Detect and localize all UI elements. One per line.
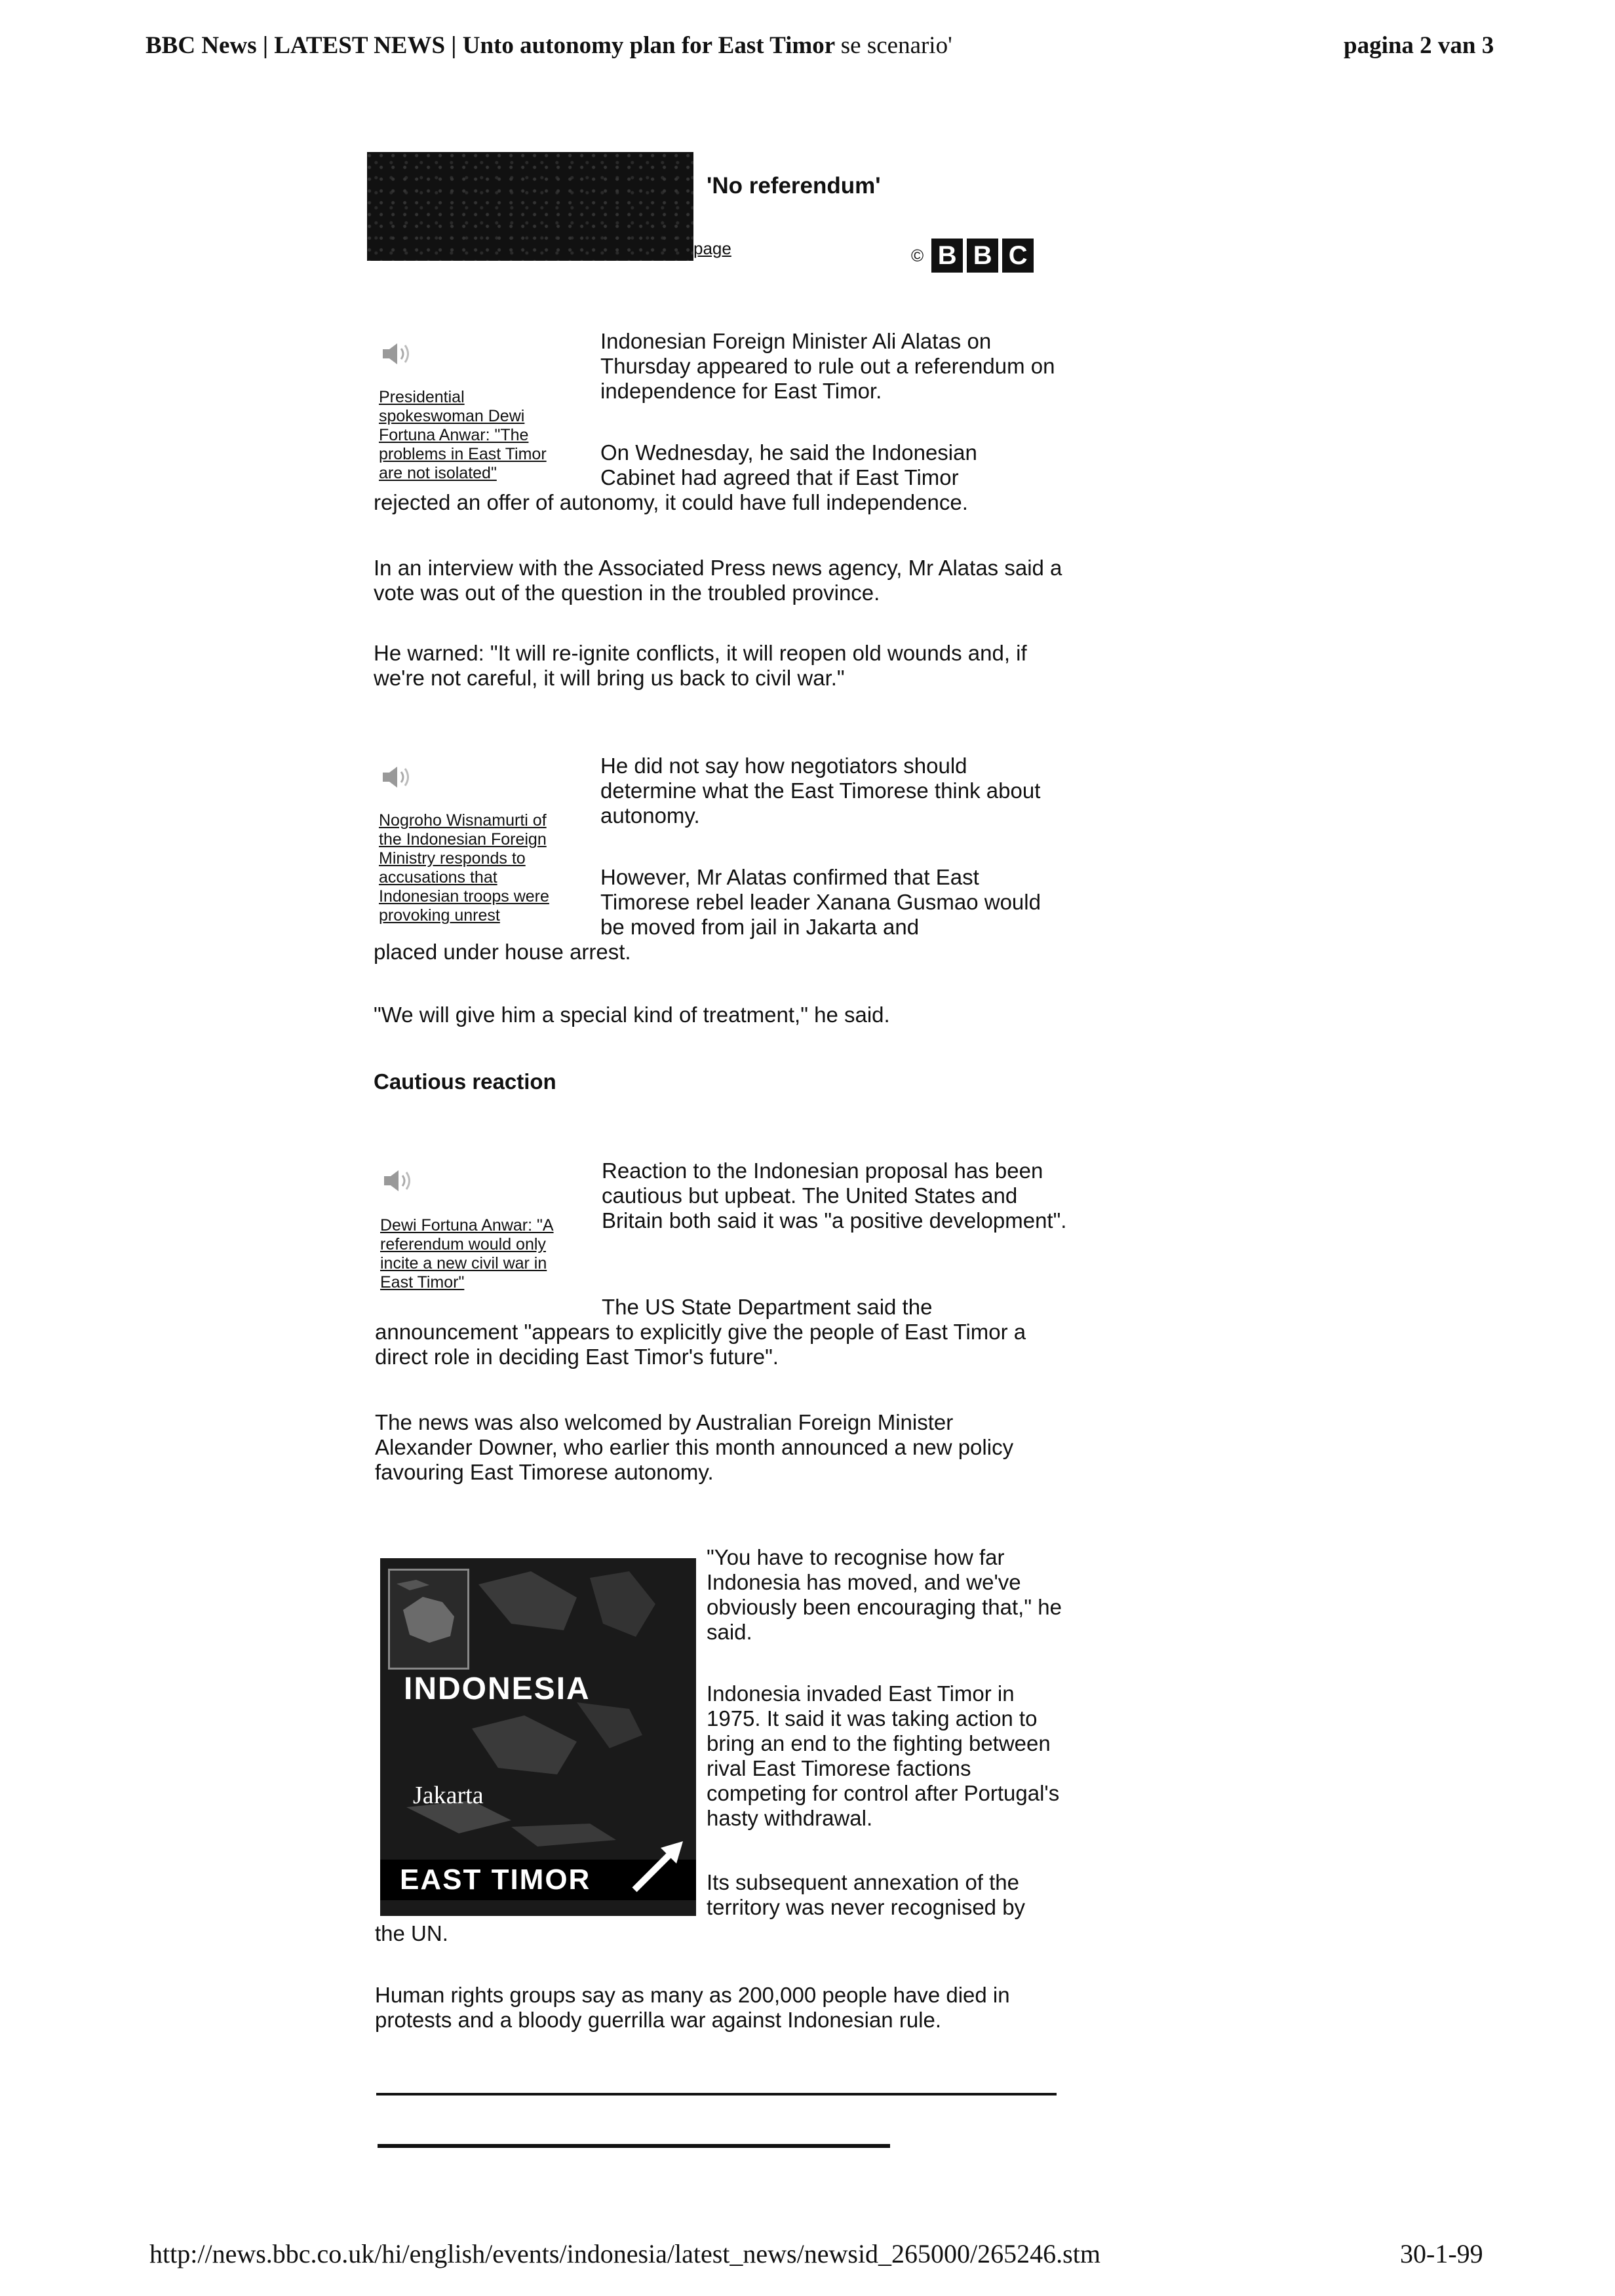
map-label-region-text: EAST TIMOR (400, 1864, 591, 1896)
map-label-country: INDONESIA (404, 1672, 591, 1706)
paragraph-continuation: rejected an offer of autonomy, it could have full independence. (374, 490, 968, 514)
article-heading: 'No referendum' (707, 173, 881, 199)
paragraph: He did not say how negotiators should determine what the East Timorese think about autonomy. (600, 754, 1041, 828)
paragraph-continuation: placed under house arrest. (374, 940, 631, 964)
paragraph: Reaction to the Indonesian proposal has been cautious but upbeat. The United States and Britain both said it was "a positive development". (602, 1158, 1067, 1233)
copyright-symbol: © (911, 245, 924, 265)
audio-speaker-icon[interactable] (380, 341, 414, 367)
audio-caption-link[interactable]: Nogroho Wisnamurti of the Indonesian Foreign Ministry responds to accusations that Indonesian troops were provoking unrest (379, 811, 549, 925)
horizontal-rule (376, 2093, 1057, 2095)
paragraph: In an interview with the Associated Press news agency, Mr Alatas said a vote was out of the question in the troubled province. (374, 556, 1062, 605)
footer-url: http://news.bbc.co.uk/hi/english/events/indonesia/latest_news/newsid_265000/265246.stm (149, 2239, 1100, 2268)
audio-caption-link[interactable]: Dewi Fortuna Anwar: "A referendum would only incite a new civil war in East Timor" (380, 1216, 554, 1292)
paragraph-continuation: the UN. (375, 1921, 448, 1945)
bbc-logo-letter-2: B (967, 239, 998, 273)
audio-speaker-icon[interactable] (380, 764, 414, 790)
paragraph: The US State Department said the (602, 1295, 933, 1319)
footer-date: 30-1-99 (1400, 2239, 1483, 2268)
print-header-title (146, 31, 952, 60)
paragraph: The news was also welcomed by Australian Foreign Minister Alexander Downer, who earlier this month announced a new policy favouring East Timorese autonomy. (375, 1410, 1014, 1484)
paragraph: Its subsequent annexation of the territory was never recognised by (707, 1870, 1026, 1919)
horizontal-rule (378, 2144, 890, 2148)
page-number: pagina 2 van 3 (1344, 32, 1494, 59)
arrow-icon (628, 1839, 687, 1898)
paragraph: "You have to recognise how far Indonesia has moved, and we've obviously been encouraging that," he said. (707, 1545, 1062, 1644)
page-link[interactable]: page (693, 239, 731, 258)
header-title-overlap: Unto autonomy plan for East Timor (462, 32, 835, 59)
paragraph: Indonesia invaded East Timor in 1975. It said it was taking action to bring an end to the fighting between rival East Timorese factions competing for control after Portugal's hasty withdrawal. (707, 1681, 1060, 1830)
paragraph: Human rights groups say as many as 200,000 people have died in protests and a bloody guerrilla war against Indonesian rule. (375, 1983, 1010, 2032)
redacted-banner-image (367, 152, 693, 261)
bbc-logo-letter-1: B (931, 239, 963, 273)
paragraph: However, Mr Alatas confirmed that East Timorese rebel leader Xanana Gusmao would be moved from jail in Jakarta and (600, 865, 1041, 939)
section-subheading: Cautious reaction (374, 1069, 556, 1094)
map-image (380, 1558, 696, 1916)
audio-speaker-icon[interactable] (381, 1168, 416, 1194)
paragraph: Indonesian Foreign Minister Ali Alatas on Thursday appeared to rule out a referendum on independence for East Timor. (600, 329, 1055, 403)
audio-caption-link[interactable]: Presidential spokeswoman Dewi Fortuna Anwar: "The problems in East Timor are not isolated" (379, 388, 547, 482)
paragraph: "We will give him a special kind of treatment," he said. (374, 1003, 890, 1027)
map-label-city: Jakarta (413, 1782, 484, 1809)
header-title-tail: se scenario' (840, 32, 952, 59)
paragraph: He warned: "It will re-ignite conflicts, it will reopen old wounds and, if we're not careful, it will bring us back to civil war." (374, 641, 1027, 690)
paragraph: On Wednesday, he said the Indonesian Cabinet had agreed that if East Timor (600, 440, 977, 489)
bbc-logo (911, 239, 1034, 273)
paragraph-continuation: announcement "appears to explicitly give the people of East Timor a direct role in deciding East Timor's future". (375, 1320, 1026, 1369)
bbc-logo-letter-3: C (1002, 239, 1034, 273)
header-title-left: BBC News | LATEST NEWS | (146, 32, 463, 59)
